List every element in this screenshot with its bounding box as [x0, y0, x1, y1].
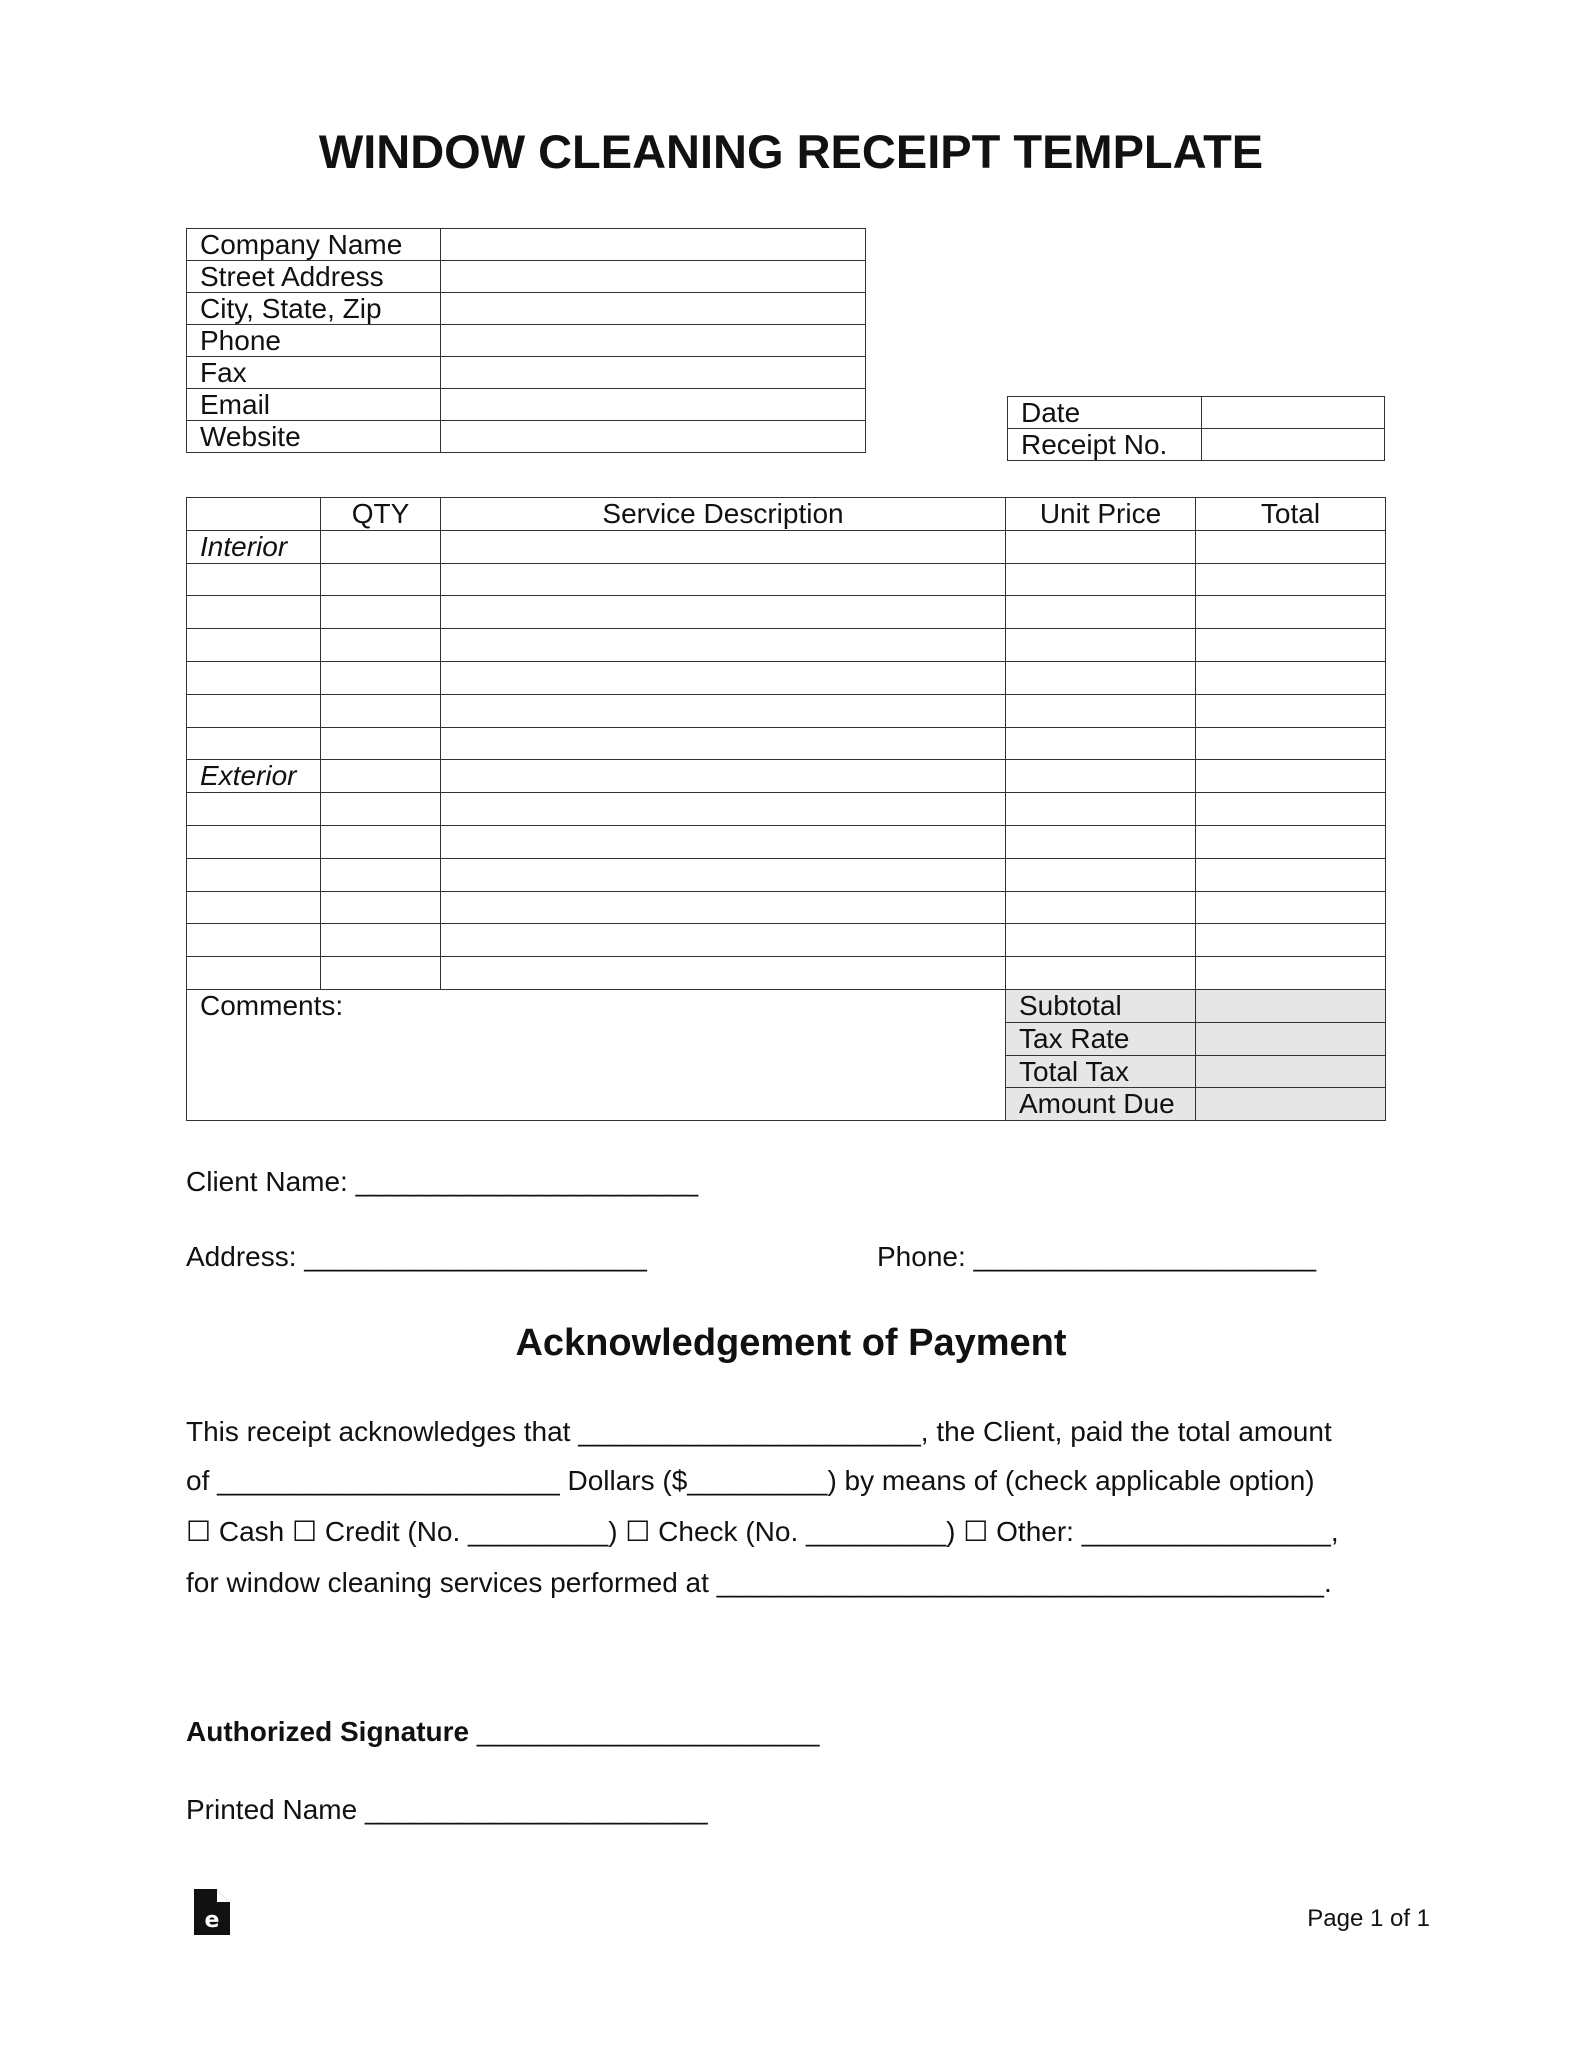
section-cell [187, 858, 321, 891]
total-cell[interactable] [1196, 793, 1386, 826]
unit-price-cell[interactable] [1006, 596, 1196, 629]
date-value[interactable] [1202, 397, 1385, 429]
table-row [187, 891, 1386, 924]
unit-price-cell[interactable] [1006, 825, 1196, 858]
subtotal-value[interactable] [1196, 989, 1386, 1022]
qty-cell[interactable] [321, 694, 441, 727]
header-blank [187, 498, 321, 531]
unit-price-cell[interactable] [1006, 661, 1196, 694]
subtotal-label: Subtotal [1006, 989, 1196, 1022]
section-cell [187, 661, 321, 694]
payment-options-line[interactable]: ☐ Cash ☐ Credit (No. _________) ☐ Check (No. _________) ☐ Other: ________________, [186, 1516, 1339, 1547]
table-row [187, 793, 1386, 826]
section-cell [187, 629, 321, 662]
section-cell [187, 694, 321, 727]
section-cell [187, 924, 321, 957]
table-row [187, 530, 1386, 563]
company-field-value[interactable] [441, 421, 866, 453]
company-field-value[interactable] [441, 389, 866, 421]
page-number: Page 1 of 1 [1307, 1905, 1430, 1932]
description-cell[interactable] [441, 596, 1006, 629]
qty-cell[interactable] [321, 629, 441, 662]
company-row [187, 261, 866, 293]
qty-cell[interactable] [321, 924, 441, 957]
total-cell[interactable] [1196, 760, 1386, 793]
table-row [187, 957, 1386, 990]
header-unit-price: Unit Price [1006, 498, 1196, 531]
comments-label: Comments: [200, 989, 344, 1021]
description-cell[interactable] [441, 957, 1006, 990]
total-cell[interactable] [1196, 530, 1386, 563]
unit-price-cell[interactable] [1006, 924, 1196, 957]
section-cell [187, 891, 321, 924]
company-field-value[interactable] [441, 229, 866, 261]
total-tax-value[interactable] [1196, 1055, 1386, 1088]
header-service-description: Service Description [441, 498, 1006, 531]
date-receipt-table [1007, 396, 1385, 461]
table-header-row [187, 498, 1386, 531]
total-cell[interactable] [1196, 858, 1386, 891]
company-field-label: Fax [187, 357, 441, 389]
unit-price-cell[interactable] [1006, 530, 1196, 563]
total-cell[interactable] [1196, 825, 1386, 858]
unit-price-cell[interactable] [1006, 858, 1196, 891]
section-interior-label: Interior [187, 530, 321, 563]
eforms-logo-icon [192, 1885, 232, 1939]
amount-due-label: Amount Due [1006, 1088, 1196, 1121]
acknowledgement-heading: Acknowledgement of Payment [515, 1322, 1067, 1364]
qty-cell[interactable] [321, 661, 441, 694]
total-cell[interactable] [1196, 596, 1386, 629]
qty-cell[interactable] [321, 858, 441, 891]
services-table [186, 497, 1386, 1121]
company-field-value[interactable] [441, 357, 866, 389]
unit-price-cell[interactable] [1006, 957, 1196, 990]
description-cell[interactable] [441, 760, 1006, 793]
qty-cell[interactable] [321, 596, 441, 629]
unit-price-cell[interactable] [1006, 563, 1196, 596]
unit-price-cell[interactable] [1006, 793, 1196, 826]
description-cell[interactable] [441, 661, 1006, 694]
section-cell [187, 793, 321, 826]
client-name-line[interactable]: Client Name: ______________________ [186, 1166, 699, 1197]
total-cell[interactable] [1196, 661, 1386, 694]
qty-cell[interactable] [321, 891, 441, 924]
table-row [187, 924, 1386, 957]
comments-box[interactable] [187, 989, 1006, 1120]
summary-row [187, 989, 1386, 1022]
description-cell[interactable] [441, 924, 1006, 957]
company-field-value[interactable] [441, 261, 866, 293]
total-cell[interactable] [1196, 629, 1386, 662]
company-field-label: Street Address [187, 261, 441, 293]
company-row [187, 229, 866, 261]
company-field-label: City, State, Zip [187, 293, 441, 325]
total-cell[interactable] [1196, 924, 1386, 957]
qty-cell[interactable] [321, 760, 441, 793]
total-cell[interactable] [1196, 891, 1386, 924]
qty-cell[interactable] [321, 825, 441, 858]
client-phone-line[interactable]: Phone: ______________________ [877, 1241, 1317, 1272]
total-cell[interactable] [1196, 694, 1386, 727]
unit-price-cell[interactable] [1006, 760, 1196, 793]
company-field-value[interactable] [441, 293, 866, 325]
amount-due-value[interactable] [1196, 1088, 1386, 1121]
company-field-label: Company Name [187, 229, 441, 261]
tax-rate-label: Tax Rate [1006, 1022, 1196, 1055]
unit-price-cell[interactable] [1006, 694, 1196, 727]
company-field-label: Website [187, 421, 441, 453]
company-info-table [186, 228, 866, 453]
section-cell [187, 596, 321, 629]
description-cell[interactable] [441, 891, 1006, 924]
section-cell [187, 957, 321, 990]
header-total: Total [1196, 498, 1386, 531]
company-field-label: Phone [187, 325, 441, 357]
table-row [187, 629, 1386, 662]
tax-rate-value[interactable] [1196, 1022, 1386, 1055]
qty-cell[interactable] [321, 530, 441, 563]
description-cell[interactable] [441, 793, 1006, 826]
qty-cell[interactable] [321, 563, 441, 596]
signature-blank[interactable]: ______________________ [469, 1716, 820, 1747]
company-row [187, 357, 866, 389]
authorized-signature-label: Authorized Signature [186, 1716, 470, 1747]
acknowledgement-line-4: for window cleaning services performed at _______________________________________. [186, 1567, 1332, 1598]
header-qty: QTY [321, 498, 441, 531]
description-cell[interactable] [441, 727, 1006, 760]
table-row [187, 727, 1386, 760]
company-row [187, 293, 866, 325]
section-cell [187, 727, 321, 760]
document-title: WINDOW CLEANING RECEIPT TEMPLATE [318, 125, 1264, 178]
unit-price-cell[interactable] [1006, 891, 1196, 924]
table-row [187, 858, 1386, 891]
receipt-no-label: Receipt No. [1008, 429, 1202, 461]
description-cell[interactable] [441, 825, 1006, 858]
receipt-no-value[interactable] [1202, 429, 1385, 461]
table-row [187, 596, 1386, 629]
qty-cell[interactable] [321, 957, 441, 990]
table-row [187, 661, 1386, 694]
section-cell [187, 825, 321, 858]
table-row [187, 694, 1386, 727]
printed-name-line[interactable]: Printed Name ______________________ [186, 1794, 708, 1825]
table-row [187, 760, 1386, 793]
client-address-line[interactable]: Address: ______________________ [186, 1241, 647, 1272]
acknowledgement-line-1: This receipt acknowledges that ______________________, the Client, paid the total amount [186, 1416, 1332, 1447]
authorized-signature-line[interactable] [186, 1716, 820, 1748]
section-cell [187, 563, 321, 596]
description-cell[interactable] [441, 858, 1006, 891]
svg-text:e: e [204, 1908, 220, 1933]
qty-cell[interactable] [321, 793, 441, 826]
description-cell[interactable] [441, 563, 1006, 596]
unit-price-cell[interactable] [1006, 629, 1196, 662]
company-row [187, 421, 866, 453]
section-exterior-label: Exterior [187, 760, 321, 793]
description-cell[interactable] [441, 629, 1006, 662]
total-cell[interactable] [1196, 727, 1386, 760]
unit-price-cell[interactable] [1006, 727, 1196, 760]
qty-cell[interactable] [321, 727, 441, 760]
company-field-value[interactable] [441, 325, 866, 357]
total-cell[interactable] [1196, 563, 1386, 596]
company-row [187, 389, 866, 421]
description-cell[interactable] [441, 694, 1006, 727]
table-row [187, 563, 1386, 596]
total-cell[interactable] [1196, 957, 1386, 990]
company-field-label: Email [187, 389, 441, 421]
table-row [187, 825, 1386, 858]
total-tax-label: Total Tax [1006, 1055, 1196, 1088]
date-label: Date [1008, 397, 1202, 429]
company-row [187, 325, 866, 357]
description-cell[interactable] [441, 530, 1006, 563]
acknowledgement-line-2: of ______________________ Dollars ($_________) by means of (check applicable option) [186, 1465, 1315, 1496]
